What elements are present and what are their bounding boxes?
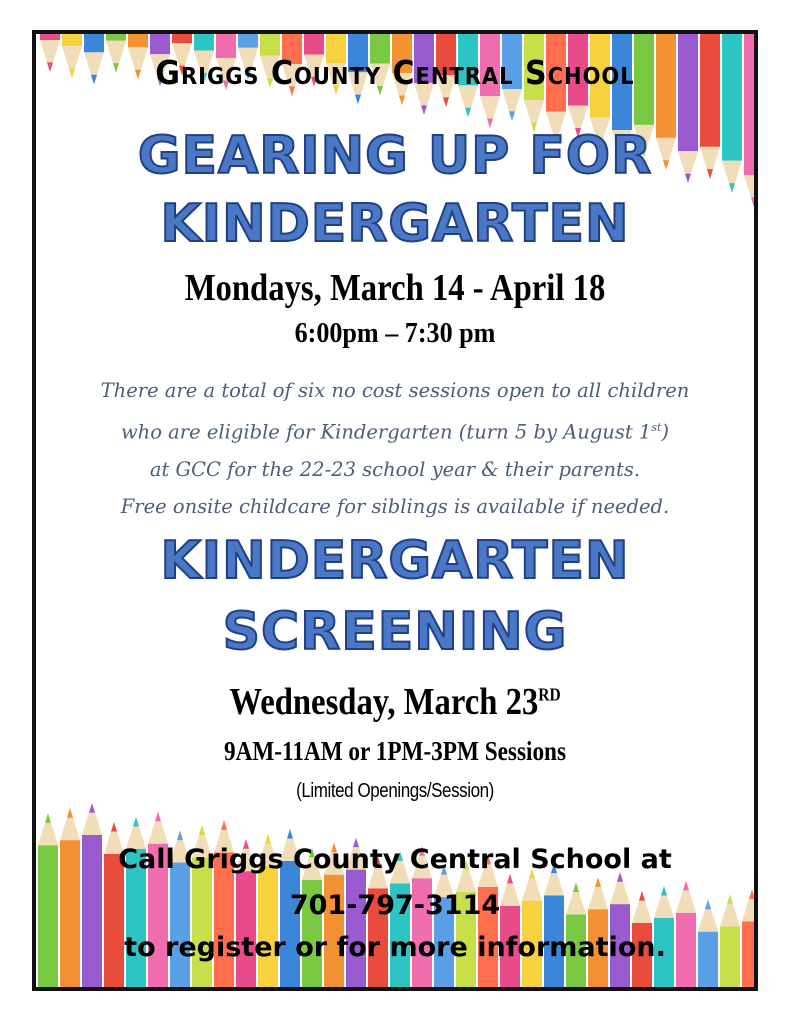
description-line4: Free onsite childcare for siblings is available if needed.	[120, 494, 670, 518]
school-name: Griggs County Central School	[155, 54, 635, 93]
description	[36, 372, 754, 525]
contact-phone: 701-797-3114	[289, 890, 501, 921]
event2-date	[86, 680, 703, 724]
event1-time: 6:00pm – 7:30 pm	[294, 317, 496, 349]
description-line3: at GCC for the 22-23 school year & their parents.	[149, 457, 641, 481]
event1-title-line2: KINDERGARTEN	[160, 194, 630, 254]
event1-dates: Mondays, March 14 - April 18	[184, 267, 606, 309]
event2-title-line2: SCREENING	[222, 602, 568, 662]
event2-sessions: 9AM-11AM or 1PM-3PM Sessions	[223, 736, 567, 766]
contact-line1: Call Griggs County Central School at	[118, 844, 672, 875]
description-line2-text: who are eligible for Kindergarten (turn 5 by August 1	[120, 420, 652, 444]
description-line2	[36, 409, 754, 451]
contact-line3: to register or for more information.	[124, 932, 666, 963]
event2-note: (Limited Openings/Session)	[296, 780, 494, 802]
description-line2-end: )	[661, 420, 669, 444]
event1-title-line1: GEARING UP FOR	[137, 126, 653, 186]
description-line2-sup: st	[651, 421, 662, 434]
event2-date-text: Wednesday, March 23	[229, 681, 539, 723]
event2-date-sup: RD	[538, 684, 561, 705]
event2-title-line1: KINDERGARTEN	[160, 531, 630, 591]
description-line1: There are a total of six no cost sessions open to all children	[100, 379, 690, 402]
flyer-frame	[32, 30, 758, 991]
